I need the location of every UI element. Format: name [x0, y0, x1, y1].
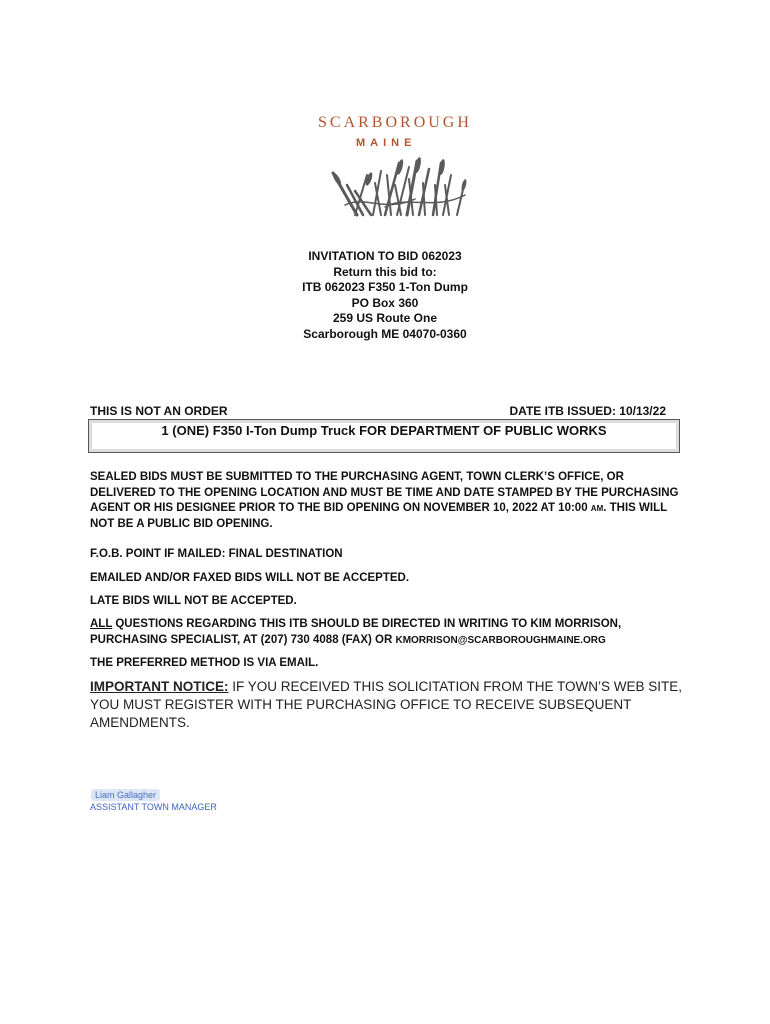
- all-emphasis: ALL: [90, 618, 113, 630]
- bid-title: 1 (ONE) F350 I-Ton Dump Truck FOR DEPARTMENT OF PUBLIC WORKS: [161, 423, 607, 438]
- order-line: [90, 404, 670, 418]
- signature-field[interactable]: Liam Gallagher: [91, 789, 160, 801]
- contact-email: KMORRISON@SCARBOROUGHMAINE.ORG: [395, 634, 606, 646]
- city-state-zip: Scarborough ME 04070-0360: [303, 326, 467, 341]
- signature-title: ASSISTANT TOWN MANAGER: [90, 802, 217, 812]
- po-box: PO Box 360: [351, 295, 419, 310]
- return-label: Return this bid to:: [333, 264, 437, 279]
- not-an-order-label: THIS IS NOT AN ORDER: [90, 404, 228, 418]
- preferred-method: THE PREFERRED METHOD IS VIA EMAIL.: [90, 657, 319, 669]
- important-notice-text: IF YOU RECEIVED THIS SOLICITATION FROM THE TOWN’S WEB SITE, YOU MUST REGISTER WITH THE PURCHASING OFFICE TO RECEIVE SUBSEQUENT AMENDMENTS.: [90, 679, 683, 730]
- street-address: 259 US Route One: [332, 311, 438, 325]
- logo-subtitle: MAINE: [356, 137, 417, 149]
- time-suffix: AM: [590, 504, 604, 513]
- sealed-bids-tail: . THIS WILL NOT BE A PUBLIC BID OPENING.: [90, 502, 667, 530]
- sealed-bids-paragraph: [90, 470, 690, 532]
- questions-text: QUESTIONS REGARDING THIS ITB SHOULD BE DIRECTED IN WRITING TO KIM MORRISON, PURCHASING SPECIALIST, AT (207) 730 4088 (FAX) OR: [90, 618, 622, 646]
- logo-title: SCARBOROUGH: [318, 114, 472, 131]
- bid-title-box: [88, 419, 680, 453]
- itb-heading: INVITATION TO BID 062023: [308, 249, 462, 263]
- emailed-bids-notice: EMAILED AND/OR FAXED BIDS WILL NOT BE ACCEPTED.: [90, 572, 410, 584]
- date-issued-label: DATE ITB ISSUED: 10/13/22: [509, 404, 666, 418]
- address-block: [235, 249, 535, 342]
- sealed-bids-text: SEALED BIDS MUST BE SUBMITTED TO THE PURCHASING AGENT, TOWN CLERK’S OFFICE, OR DELIVERED TO THE OPENING LOCATION AND MUST BE TIME AND DATE STAMPED BY THE PURCHASING AGENT OR HIS DESIGNEE PRIOR TO THE BID OPENING ON NOVEMBER 10, 2022 AT 10:00: [90, 471, 679, 514]
- important-notice-label: IMPORTANT NOTICE:: [90, 679, 229, 694]
- fob-point: F.O.B. POINT IF MAILED: FINAL DESTINATION: [90, 548, 343, 560]
- reeds-logo-icon: [325, 155, 475, 217]
- questions-paragraph: [90, 617, 690, 648]
- late-bids-notice: LATE BIDS WILL NOT BE ACCEPTED.: [90, 595, 297, 607]
- itb-reference: ITB 062023 F350 1-Ton Dump: [302, 280, 468, 294]
- important-notice: [90, 678, 690, 732]
